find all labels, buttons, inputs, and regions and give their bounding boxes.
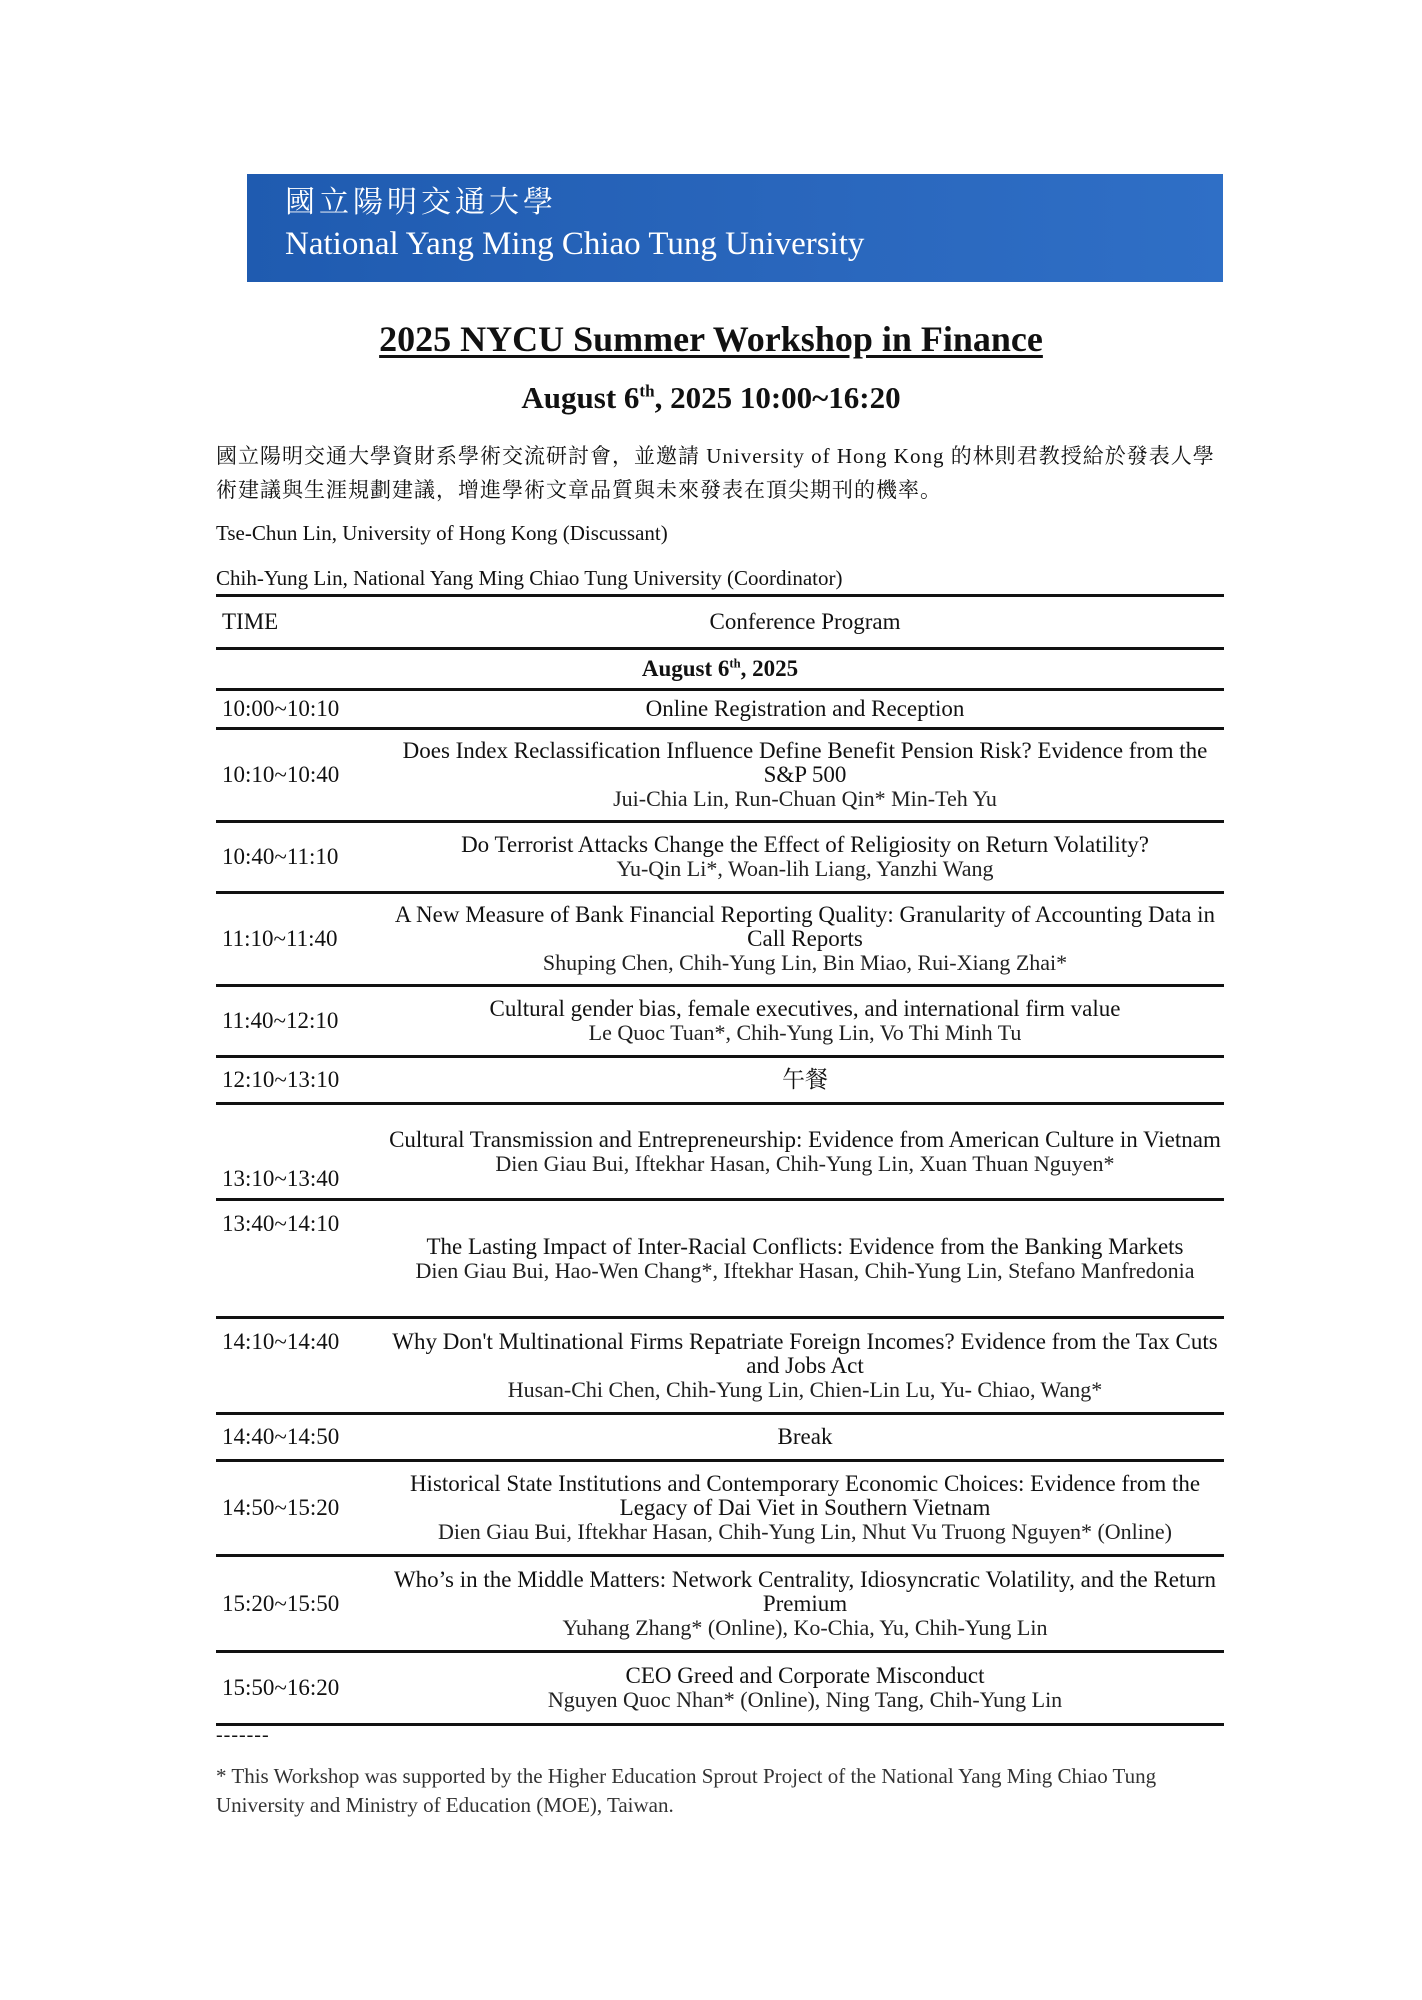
row-authors: Yu-Qin Li*, Woan-lih Liang, Yanzhi Wang — [616, 856, 994, 881]
row-time: 14:10~14:40 — [216, 1318, 386, 1414]
row-title: Does Index Reclassification Influence Define Benefit Pension Risk? Evidence from the S&P 500 — [402, 738, 1208, 787]
day-label-pre: August 6 — [641, 656, 730, 681]
row-authors: Dien Giau Bui, Hao-Wen Chang*, Iftekhar Hasan, Chih-Yung Lin, Stefano Manfredonia — [415, 1257, 1195, 1283]
row-title: Why Don't Multinational Firms Repatriate Foreign Incomes? Evidence from the Tax Cuts and Jobs Act — [392, 1328, 1218, 1378]
banner-english-name: National Yang Ming Chiao Tung University — [285, 226, 865, 262]
row-authors: Dien Giau Bui, Iftekhar Hasan, Chih-Yung Lin, Nhut Vu Truong Nguyen* (Online) — [438, 1519, 1172, 1544]
table-row — [216, 1556, 1224, 1652]
row-title: Break — [777, 1424, 833, 1449]
row-program — [386, 986, 1224, 1057]
page-title: 2025 NYCU Summer Workshop in Finance — [379, 319, 1043, 359]
day-label — [216, 649, 1224, 690]
table-row — [216, 1200, 1224, 1318]
row-program — [386, 1652, 1224, 1725]
row-program — [386, 822, 1224, 893]
event-date-post: , 2025 10:00~16:20 — [654, 380, 901, 415]
banner-chinese-name: 國立陽明交通大學 — [285, 186, 557, 219]
program-table — [216, 594, 1224, 1726]
row-time: 10:40~11:10 — [216, 822, 386, 893]
table-row — [216, 1104, 1224, 1200]
row-authors: Husan-Chi Chen, Chih-Yung Lin, Chien-Lin Lu, Yu- Chiao, Wang* — [507, 1376, 1103, 1402]
table-row — [216, 690, 1224, 729]
discussant-line: Tse-Chun Lin, University of Hong Kong (Discussant) — [216, 521, 668, 545]
row-authors: Jui-Chia Lin, Run-Chuan Qin* Min-Teh Yu — [613, 786, 997, 811]
table-row — [216, 1318, 1224, 1414]
table-row — [216, 1652, 1224, 1725]
footnote-separator: ------- — [216, 1724, 270, 1746]
row-title: 午餐 — [782, 1067, 828, 1092]
event-date-pre: August 6 — [521, 380, 640, 415]
row-program — [386, 1556, 1224, 1652]
row-program — [386, 729, 1224, 822]
row-authors: Nguyen Quoc Nhan* (Online), Ning Tang, Chih-Yung Lin — [547, 1687, 1063, 1712]
table-row — [216, 729, 1224, 822]
row-time: 14:50~15:20 — [216, 1461, 386, 1556]
row-title: Online Registration and Reception — [645, 696, 965, 721]
row-authors: Shuping Chen, Chih-Yung Lin, Bin Miao, Rui-Xiang Zhai* — [542, 950, 1068, 975]
row-time: 10:10~10:40 — [216, 729, 386, 822]
row-title: Cultural gender bias, female executives, and international firm value — [489, 996, 1121, 1021]
table-row — [216, 822, 1224, 893]
row-title: Do Terrorist Attacks Change the Effect of Religiosity on Return Volatility? — [461, 832, 1149, 857]
row-authors: Dien Giau Bui, Iftekhar Hasan, Chih-Yung Lin, Xuan Thuan Nguyen* — [495, 1150, 1115, 1176]
table-row — [216, 1057, 1224, 1104]
table-row — [216, 986, 1224, 1057]
row-time: 13:10~13:40 — [216, 1104, 386, 1200]
event-date-sup: th — [639, 381, 655, 401]
day-row — [216, 649, 1224, 690]
day-label-sup: th — [729, 656, 741, 671]
row-time: 15:50~16:20 — [216, 1652, 386, 1725]
row-program — [386, 893, 1224, 986]
header-time: TIME — [216, 596, 386, 649]
coordinator-line: Chih-Yung Lin, National Yang Ming Chiao Tung University (Coordinator) — [216, 566, 843, 590]
row-time: 14:40~14:50 — [216, 1414, 386, 1461]
table-row — [216, 1461, 1224, 1556]
row-title: Historical State Institutions and Contemporary Economic Choices: Evidence from the Legacy of Dai Viet in Southern Vietnam — [409, 1471, 1201, 1520]
row-time: 11:40~12:10 — [216, 986, 386, 1057]
intro-chinese: 國立陽明交通大學資財系學術交流研討會，並邀請 University of Hong Kong 的林則君教授給於發表人學術建議與生涯規劃建議，增進學術文章品質與未來發表在頂尖期刊的機率。 — [216, 444, 1215, 502]
row-authors: Yuhang Zhang* (Online), Ko-Chia, Yu, Chih-Yung Lin — [562, 1614, 1048, 1640]
row-program — [386, 1200, 1224, 1318]
footnote: * This Workshop was supported by the Higher Education Sprout Project of the National Yang Ming Chiao Tung University and Ministry of Education (MOE), Taiwan. — [216, 1764, 1157, 1817]
university-banner — [247, 174, 1223, 282]
header-program: Conference Program — [386, 596, 1224, 649]
row-program — [386, 1057, 1224, 1104]
row-time: 12:10~13:10 — [216, 1057, 386, 1104]
row-time: 13:40~14:10 — [216, 1200, 386, 1318]
table-row — [216, 893, 1224, 986]
row-title: Cultural Transmission and Entrepreneurship: Evidence from American Culture in Vietnam — [389, 1126, 1221, 1152]
day-label-post: , 2025 — [740, 656, 799, 681]
row-title: The Lasting Impact of Inter-Racial Conflicts: Evidence from the Banking Markets — [426, 1233, 1184, 1259]
row-program — [386, 1318, 1224, 1414]
row-title: CEO Greed and Corporate Misconduct — [625, 1663, 985, 1688]
row-program — [386, 1104, 1224, 1200]
row-time: 10:00~10:10 — [216, 690, 386, 729]
row-authors: Le Quoc Tuan*, Chih-Yung Lin, Vo Thi Minh Tu — [588, 1020, 1022, 1045]
row-program — [386, 1414, 1224, 1461]
row-program — [386, 690, 1224, 729]
table-row — [216, 1414, 1224, 1461]
row-title: Who’s in the Middle Matters: Network Centrality, Idiosyncratic Volatility, and the Return Premium — [393, 1566, 1217, 1616]
row-title: A New Measure of Bank Financial Reporting Quality: Granularity of Accounting Data in Call Reports — [394, 902, 1216, 951]
table-header-row — [216, 596, 1224, 649]
row-time: 15:20~15:50 — [216, 1556, 386, 1652]
row-program — [386, 1461, 1224, 1556]
event-date — [0, 380, 1422, 416]
row-time: 11:10~11:40 — [216, 893, 386, 986]
